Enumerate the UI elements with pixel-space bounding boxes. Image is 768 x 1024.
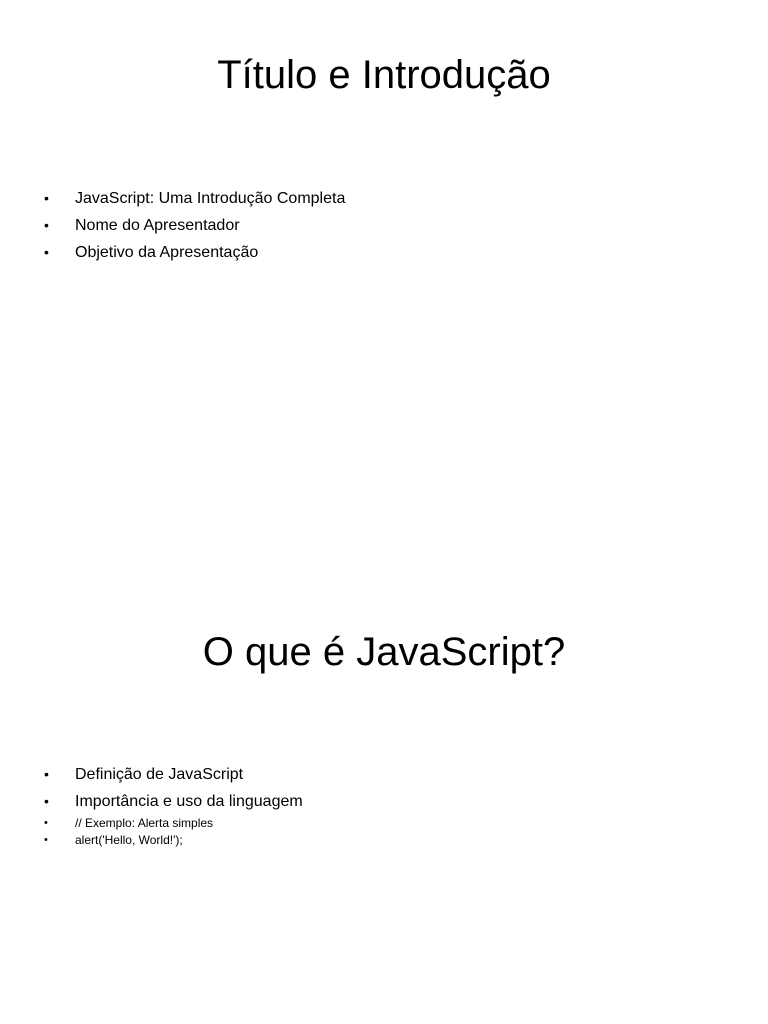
bullet-icon: •: [44, 766, 49, 782]
bullet-icon: •: [44, 834, 48, 846]
bullet-icon: •: [44, 817, 48, 829]
bullet-item: [44, 815, 303, 832]
bullet-text: // Exemplo: Alerta simples: [75, 816, 214, 830]
bullet-item: [44, 212, 345, 239]
bullet-item: [44, 185, 345, 212]
bullet-text: Importância e uso da linguagem: [75, 793, 303, 810]
slide-2: [0, 576, 768, 1024]
bullet-item: [44, 788, 303, 815]
bullet-text: Definição de JavaScript: [75, 766, 244, 783]
bullet-item: [44, 832, 303, 849]
bullet-icon: •: [44, 793, 49, 809]
bullet-list: [44, 761, 303, 849]
bullet-text: Objetivo da Apresentação: [75, 244, 259, 261]
slide-title: Título e Introdução: [217, 53, 551, 97]
slide-title: O que é JavaScript?: [202, 630, 566, 674]
bullet-icon: •: [44, 244, 49, 260]
bullet-list: [44, 185, 345, 266]
bullet-text: JavaScript: Uma Introdução Completa: [75, 190, 346, 207]
bullet-text: alert('Hello, World!');: [75, 833, 183, 847]
bullet-item: [44, 761, 303, 788]
bullet-text: Nome do Apresentador: [75, 217, 240, 234]
bullet-icon: •: [44, 217, 49, 233]
bullet-item: [44, 239, 345, 266]
bullet-icon: •: [44, 190, 49, 206]
